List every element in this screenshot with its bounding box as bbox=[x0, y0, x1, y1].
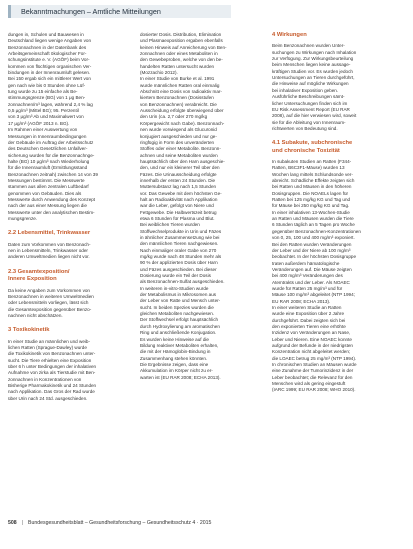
paragraph-block bbox=[8, 339, 130, 402]
text-line: Stoffes oder einer Metabolite. Benzonn- bbox=[140, 146, 221, 152]
section-heading-3: 3 Toxikokinetik bbox=[8, 327, 50, 334]
text-line: Bisherige Pharmakokinetik und 24 Stunden bbox=[8, 383, 97, 389]
text-line: konjugiert ausgeschieden und nur ge- bbox=[140, 133, 217, 139]
text-line: stimmungsgrenze (BG) von 1 μg Ben- bbox=[8, 95, 86, 101]
text-line: Abschnitt eine Dosis von radioaktiv mar- bbox=[140, 89, 222, 95]
text-line: nach der aus einer Messung liegen die bbox=[8, 203, 87, 209]
text-line: Benzonnachnen in der Datenbank des bbox=[8, 44, 87, 50]
text-line: nen wurde vorwiegend als Glucuronid bbox=[140, 127, 217, 133]
text-line: Bei weiblichen Tieren wurden bbox=[140, 222, 200, 228]
section-header bbox=[8, 5, 231, 18]
section-heading-4-1 bbox=[272, 140, 394, 155]
text-line: warten ist (EU RAR 2008; ECHA 2013). bbox=[140, 374, 221, 380]
text-line: bei inhalativer Exposition geben. bbox=[272, 87, 339, 93]
text-line: genommen von Gebäuden. Dies als bbox=[8, 190, 82, 196]
text-line: für Mäuse bei 250 mg/kg KG und Tag. bbox=[272, 203, 350, 209]
text-line: durchgeführt. Dabei zeigten sich bei bbox=[272, 317, 346, 323]
text-line: Beim Benzonachnen wurden Unter- bbox=[272, 43, 345, 49]
text-line: oder Lebensmitteln vorliegen, lässt sich bbox=[8, 300, 89, 306]
text-line: der Leber von Ratte und Mensch unter- bbox=[140, 298, 221, 304]
text-line: schungsinstitute e. V. (AGÖF) beim Vor- bbox=[8, 57, 90, 63]
text-line: Ring und anschließende Konjugation. bbox=[140, 330, 217, 336]
text-line: keinen Hinweis auf Anreicherung von Ben- bbox=[140, 44, 227, 50]
text-line: Daten zum Vorkommen von Benzonach- bbox=[8, 241, 91, 247]
text-line: nen in Lebensmitteln, Trinkwasser oder bbox=[8, 248, 88, 254]
text-line: Ausführliche Beschreibungen sämt- bbox=[272, 94, 345, 100]
text-line: Da keine Angaben zum Vorkommen von bbox=[8, 287, 90, 293]
text-line: In subakuten Studien an Ratten (F344- bbox=[272, 159, 352, 165]
text-line: war die Leber, gefolgt von Niere und bbox=[140, 203, 214, 209]
paragraph-block bbox=[272, 43, 394, 132]
text-line: den exponierten Tieren eine erhöhte bbox=[272, 323, 346, 329]
text-line: In weiteren in-vitro-Studien wurde bbox=[140, 285, 209, 291]
text-line: in ähnlicher Zusammensetzung wie bei bbox=[140, 235, 220, 240]
text-line: kräftigen Studien vor. Es wurden jedoch bbox=[272, 68, 353, 74]
text-line: licher Untersuchungen finden sich im bbox=[272, 100, 348, 106]
text-line: (IARC 1999; EU RAR 2008; WHO 2010). bbox=[272, 387, 356, 393]
text-line: Die Ergebnisse zeigen, dass eine bbox=[140, 361, 209, 367]
text-line: innerhalb der ersten 24 Stunden. Die bbox=[140, 177, 216, 183]
text-line: lichen Ratten (Sprague-Dawley) wurde bbox=[8, 345, 87, 351]
paragraph-block bbox=[140, 32, 262, 381]
text-line: Zusammenhang stehen könnten. bbox=[140, 355, 208, 361]
text-line: wurde männlichen Ratten oral einmalig bbox=[140, 82, 220, 88]
text-line: gen nach wie bis 0 Stunden ohne Lüf- bbox=[8, 82, 86, 88]
text-line: über Urin nach 24 Std. ausgeschieden. bbox=[8, 395, 88, 401]
text-line: In einer Studie von Burke et al. 1991 bbox=[140, 76, 215, 82]
text-line: nachnen nicht abschätzen. bbox=[8, 312, 63, 318]
text-line: Fettgewebe. Die Halbwertszeit betrug bbox=[140, 209, 217, 215]
text-line: hauptsächlich über den Harn ausgeschie- bbox=[140, 158, 225, 164]
text-line: Leber und Nieren. Eine NOAEC konnte bbox=[272, 336, 352, 342]
text-line: den Gewebeproben, welche von den be- bbox=[140, 57, 223, 63]
heading-line: 2.3 Gesamtexposition/ bbox=[8, 268, 70, 275]
text-line: Ausscheidung erfolgte überwiegend über bbox=[140, 108, 224, 114]
text-line: Nach einmaliger oraler Gabe von 270 bbox=[140, 247, 217, 253]
text-line: abreicht. Schädliche Effekte zeigten sich bbox=[272, 178, 355, 184]
paragraph-block bbox=[8, 288, 130, 320]
text-line: die Hinweise auf mögliche Wirkungen bbox=[272, 81, 349, 87]
text-line: Inzidenz von Veränderungen an Nase, bbox=[272, 330, 351, 336]
text-line: In einer inhalativen 13-Wochen-Studie bbox=[272, 209, 350, 215]
text-line: Muttersubstanz lag nach 1,5 Stunden bbox=[140, 184, 217, 190]
text-line: Im Rahmen einer Auswertung von bbox=[8, 127, 78, 133]
text-line: Bildung reaktiver Metaboliten erhalten, bbox=[140, 342, 219, 348]
text-line: Messungen in Innenraumbedingungen bbox=[8, 133, 87, 139]
text-line: die LOAEC betrug 25 mg/m³ (NTP 1994). bbox=[272, 355, 357, 361]
text-line: von Benzonnachnen) verabreicht. Die bbox=[140, 101, 217, 107]
text-line: Messwerte unter den analytischen Bestim- bbox=[8, 209, 95, 215]
text-line: an Ratten und Mäusen wurden die Tiere bbox=[272, 216, 354, 222]
text-line: achnen und seine Metaboliten wurden bbox=[140, 152, 218, 158]
text-line: beobachtet. In der höchsten Dosisgruppe bbox=[272, 254, 357, 260]
text-line: wurde für Ratten 25 mg/m³ und für bbox=[272, 285, 343, 291]
section-heading-2-2: 2.2 Lebensmittel, Trinkwasser bbox=[8, 230, 91, 237]
text-line: die Gesamtexposition gegenüber Benzo- bbox=[8, 306, 92, 312]
text-line: sicherung wurden für die Benzonnachnge- bbox=[8, 152, 95, 158]
text-line: als Benzonachnen-Sulfat ausgeschieden. bbox=[140, 279, 225, 285]
paragraph-block bbox=[8, 242, 130, 261]
page-footer bbox=[8, 519, 405, 528]
text-line: den, und nur ein kleinerer Teil über den bbox=[140, 165, 220, 171]
text-line: bindungen in der Innenraumluft gelesen. bbox=[8, 70, 91, 76]
text-line: Messwerte durch Anwendung des Konzept bbox=[8, 196, 96, 202]
text-line: 0,5 μg/m³ (Mittel BG); 95. Perzentil bbox=[8, 108, 79, 114]
text-line: sucht. In beiden Spezies wurden die bbox=[140, 304, 214, 310]
text-line: und Plasmaexposition ergaben ebenfalls bbox=[140, 38, 223, 44]
text-line: sucht. Die Tiere erhielten eine Exposition bbox=[8, 357, 92, 363]
text-line: Messungen bestimmt. Die Messwerte bbox=[8, 177, 85, 183]
text-line: gegenüber Benzonachnen-Konzentrationen bbox=[272, 228, 361, 234]
text-line: stammen aus allen zentralen Luftbedarf bbox=[8, 184, 89, 190]
text-line: anderen Umweltmedien liegen nicht vor. bbox=[8, 254, 90, 260]
text-line: In einer weiteren Studie an Ratten bbox=[272, 304, 342, 310]
text-line: Menschen wird als gering eingestuft bbox=[272, 381, 346, 387]
text-line: Ratten, B6C3F1-Mäuse) wurden 13 bbox=[272, 165, 345, 171]
journal-citation: Bundesgesundheitsblatt – Gesundheitsforschung – Gesundheitsschutz 4 · 2015 bbox=[28, 520, 212, 526]
text-line: zonnachnen oder eines Metaboliten in bbox=[140, 51, 218, 57]
text-line: Es wurden keine Hinweise auf die bbox=[140, 336, 209, 342]
text-line: den männlichen Tieren nachgewiesen. bbox=[140, 241, 219, 247]
text-line: Körpergewicht nach Gabe). Benzonnach- bbox=[140, 120, 225, 126]
text-line: eine Zunahme der Tumorinzidenz in der bbox=[272, 368, 354, 374]
text-line: Konzentration nicht abgeleitet werden; bbox=[272, 349, 351, 355]
text-line: Dosierung wurde ein Teil der Dosis bbox=[140, 273, 211, 279]
text-line: von 0, 25, 100 und 400 mg/m³ exponiert. bbox=[272, 235, 355, 241]
text-line: zur Verfügung. Zur Wirkungsbeurteilung bbox=[272, 56, 354, 62]
text-line: (Mozzachio 2012). bbox=[140, 70, 178, 76]
text-line: Mäuse 100 mg/m³ abgeleitet (NTP 1994; bbox=[272, 292, 355, 298]
text-line: tung wurde zu 15 einfache als Be- bbox=[8, 89, 78, 95]
text-line: EU Risk Assessment Report (EU RAR bbox=[272, 106, 350, 112]
heading-line: Innere Exposition bbox=[8, 276, 57, 283]
text-line: Fäzes. Die Urinausscheidung erfolgte bbox=[140, 171, 217, 177]
text-line: suchungen zu Wirkungen nach Inhalation bbox=[272, 49, 357, 55]
text-line: Leber beobachtet; die Relevanz für den bbox=[272, 374, 353, 380]
text-line: der Leber und der Niere ab 100 mg/m³ bbox=[272, 247, 351, 253]
text-line: bei 400 mg/m³ Veränderungen des bbox=[272, 273, 343, 279]
text-line: etwa 6 Stunden für Plasma und Blut. bbox=[140, 215, 215, 221]
text-line: und Fäzes ausgeschieden. Bei dieser bbox=[140, 266, 217, 272]
text-line: des Deutschen Gesetzlichen Unfallver- bbox=[8, 146, 88, 152]
text-line: über 6 h unter Bedingungen der inhalativen bbox=[8, 364, 97, 370]
text-line: Der Stoffwechsel erfolgt hauptsächlich bbox=[140, 317, 219, 323]
text-line: dosierter Dosis. Distribution, Elimination bbox=[140, 32, 222, 37]
text-line: Akkumulation im Körper nicht zu er- bbox=[140, 368, 213, 374]
text-line: Bei den Ratten wurden Veränderungen bbox=[272, 241, 352, 247]
text-line: kommen von flüchtigen organischen Ver- bbox=[8, 63, 92, 69]
footer-separator: | bbox=[21, 520, 24, 526]
text-line: 2008), auf die hier verwiesen wird, soweit bbox=[272, 113, 357, 119]
text-line: richtwerten von Bedeutung sind. bbox=[272, 125, 338, 131]
text-line: die Toxikokinetik von Benzonachnen unter- bbox=[8, 351, 96, 357]
text-line: 90 % der applizierten Dosis über Harn bbox=[140, 260, 218, 266]
text-column-3 bbox=[272, 32, 394, 520]
text-line: halte (BG) 10 μg/m³ nach Wiederholung bbox=[8, 158, 90, 164]
text-line: Veränderungen auf. Die Mäuse zeigten bbox=[272, 266, 352, 272]
text-line: handelten Ratten untersucht wurden bbox=[140, 63, 215, 69]
text-line: Deutschland liegen wenige Angaben von bbox=[8, 38, 92, 44]
text-line: zonnachnen in Konzentrationen von bbox=[8, 376, 82, 382]
text-line: dungen in, Schulen und Bauwesen in bbox=[8, 32, 84, 37]
text-line: zonnachnen/m³ lagen, während 2,4 % lag bbox=[8, 101, 93, 107]
text-line: 17 μg/m³ (AGÖF 2013 n. BG). bbox=[8, 120, 70, 126]
text-line: für die Innenraumluft (Ermittlungsstand bbox=[8, 165, 88, 171]
text-line: Atemtrakts und der Leber. Als NOAEC bbox=[272, 279, 350, 285]
text-line: von 3 μg/m³ Ab und Maximalwert von bbox=[8, 114, 84, 120]
text-line: wurde eine Exposition über 2 Jahre bbox=[272, 311, 345, 317]
text-line: In einer Studie an männlichen und weib- bbox=[8, 338, 90, 344]
text-line: sie für die Ableitung von Innenraum- bbox=[272, 119, 346, 125]
text-line: bei Ratten und Mäusen in den höheren bbox=[272, 184, 352, 190]
text-line: nach Applikation. Das Gros der Rad wurde bbox=[8, 389, 95, 395]
text-line: Untersuchungen an Tieren durchgeführt, bbox=[272, 75, 355, 81]
text-line: halt an Radioaktivität nach Applikation bbox=[140, 196, 218, 202]
section-header-label: Bekanntmachungen – Amtliche Mitteilungen bbox=[21, 7, 161, 16]
text-column-1 bbox=[8, 32, 130, 520]
text-line: ringfügig in Form des unveränderten bbox=[140, 139, 215, 145]
text-line: der Metabolismus in Mikrosomen aus bbox=[140, 292, 217, 298]
text-line: Aufnahme von zirka als Tierstudie mit Ben- bbox=[8, 370, 96, 376]
text-line: Benzonachnen in weiteren Umweltmedien bbox=[8, 293, 94, 299]
heading-line: und chronische Toxizität bbox=[272, 147, 340, 154]
section-heading-4: 4 Wirkungen bbox=[272, 32, 307, 38]
text-line: vor. Das Gewebe mit dem höchsten Ge- bbox=[140, 190, 222, 196]
text-line: durch Hydroxylierung am aromatischen bbox=[140, 323, 220, 329]
text-line: 6 Stunden täglich an 5 Tagen pro Woche bbox=[272, 222, 355, 228]
page-number: 508 bbox=[8, 520, 17, 526]
text-line: Arbeitsgemeinschaft ökologischer For- bbox=[8, 51, 87, 57]
section-heading-2-3 bbox=[8, 269, 130, 284]
text-line: Ratten bei 125 mg/kg KG und Tag und bbox=[272, 197, 351, 203]
text-line: beim Menschen liegen keine aussage- bbox=[272, 62, 351, 68]
text-line: Bei 150 ergab sich ein mittlerer Wert von bbox=[8, 76, 91, 82]
text-line: den Urin (ca. 2,7 oder 270 mg/kg bbox=[140, 114, 208, 120]
text-column-2 bbox=[140, 32, 262, 520]
text-line: mungsgrenze. bbox=[8, 215, 38, 221]
paragraph-block bbox=[272, 159, 394, 394]
text-line: Dosisgruppen. Die NOAELs lagen für bbox=[272, 190, 349, 196]
text-line: EU RAR 2008; ECHA 2013). bbox=[272, 298, 331, 304]
text-line: die mit der Hämoglobin-Bindung in bbox=[140, 349, 211, 355]
text-line: Wochen lang mittels Schlundsonde ver- bbox=[272, 171, 353, 177]
text-line: Benzonachnen zeitnah) zwischen 14 von 39 bbox=[8, 171, 98, 177]
text-line: der Gebäude im Auftrag der Arbeitsschutz bbox=[8, 139, 94, 145]
text-line: kiertem Benzonachnen (Dosisstufen bbox=[140, 95, 214, 101]
text-line: In chronischen Studien an Mäusen wurde bbox=[272, 362, 357, 368]
text-line: aufgrund der Befunde in der niedrigsten bbox=[272, 343, 353, 348]
heading-line: 4.1 Subakute, subchronische bbox=[272, 140, 353, 147]
text-line: traten außerdem hämatologische bbox=[272, 260, 340, 266]
text-line: Stoffwechselprodukte in Urin und Fäzes bbox=[140, 228, 222, 234]
text-line: mg/kg wurde nach 48 Stunden mehr als bbox=[140, 254, 222, 260]
text-line: gleichen Metaboliten nachgewiesen. bbox=[140, 311, 215, 317]
paragraph-block bbox=[8, 32, 130, 222]
